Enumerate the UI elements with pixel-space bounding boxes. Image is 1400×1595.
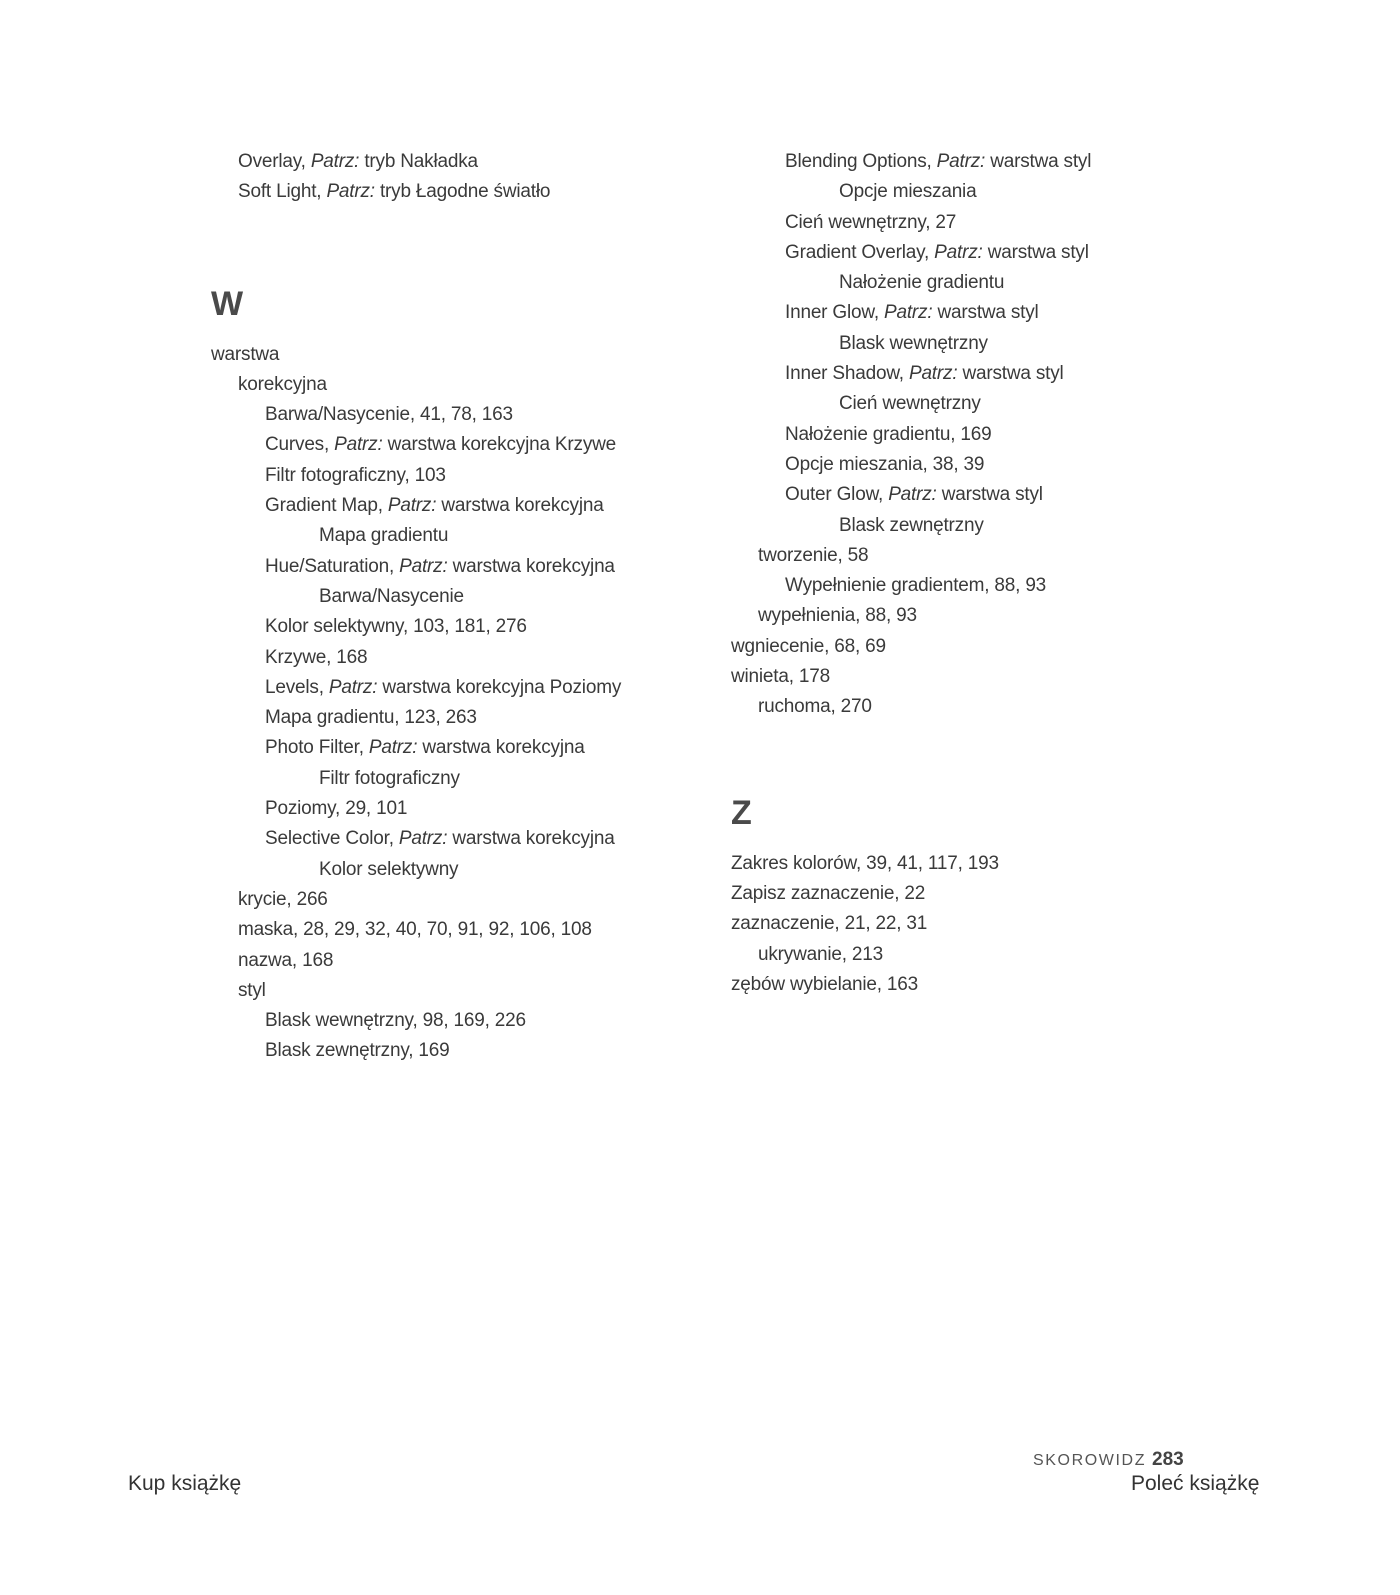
index-entry: Gradient Map, Patrz: warstwa korekcyjna xyxy=(265,495,604,517)
index-entry: Photo Filter, Patrz: warstwa korekcyjna xyxy=(265,737,585,759)
index-entry: ruchoma, 270 xyxy=(758,696,872,718)
index-entry: Filtr fotograficzny xyxy=(319,767,460,789)
index-entry: ukrywanie, 213 xyxy=(758,943,883,965)
index-entry: Mapa gradientu xyxy=(319,525,449,547)
index-entry: Blask zewnętrzny, 169 xyxy=(265,1040,450,1062)
index-entry: tworzenie, 58 xyxy=(758,544,869,566)
index-entry: Blending Options, Patrz: warstwa styl xyxy=(785,151,1092,172)
index-entry: Barwa/Nasycenie xyxy=(319,585,464,607)
index-entry: winieta, 178 xyxy=(731,666,831,688)
index-entry: Filtr fotograficzny, 103 xyxy=(265,464,446,486)
index-entry: Cień wewnętrzny, 27 xyxy=(785,211,957,233)
index-entry: Gradient Overlay, Patrz: warstwa styl xyxy=(785,241,1089,263)
index-entry: Opcje mieszania xyxy=(839,181,977,203)
index-entry: Zakres kolorów, 39, 41, 117, 193 xyxy=(731,852,999,874)
index-entry: Cień wewnętrzny xyxy=(839,393,981,415)
index-entry: wypełnienia, 88, 93 xyxy=(758,605,917,627)
running-footer-section: SKOROWIDZ xyxy=(1033,1452,1147,1469)
index-column-right xyxy=(731,147,1251,1000)
index-entry: Nałożenie gradientu xyxy=(839,272,1005,294)
page-number: 283 xyxy=(1152,1449,1184,1470)
index-entry: Blask zewnętrzny xyxy=(839,514,984,536)
index-entry: Kolor selektywny xyxy=(319,858,459,880)
index-column-left xyxy=(211,147,711,1067)
index-entry: Wypełnienie gradientem, 88, 93 xyxy=(785,575,1047,597)
index-entry: Selective Color, Patrz: warstwa korekcyjna xyxy=(265,828,615,850)
section-letter: Z xyxy=(731,793,752,832)
recommend-book-link[interactable]: Poleć książkę xyxy=(1131,1472,1260,1495)
index-entry: Levels, Patrz: warstwa korekcyjna Poziomy xyxy=(265,676,622,698)
index-entry: korekcyjna xyxy=(238,373,327,395)
index-entry: Krzywe, 168 xyxy=(265,646,368,668)
index-entry: zębów wybielanie, 163 xyxy=(731,973,918,995)
index-entry: Poziomy, 29, 101 xyxy=(265,798,408,820)
index-entry: Mapa gradientu, 123, 263 xyxy=(265,707,477,729)
index-entry: zaznaczenie, 21, 22, 31 xyxy=(731,913,928,935)
index-entry: warstwa xyxy=(211,343,280,365)
index-entry: Blask wewnętrzny xyxy=(839,332,988,354)
index-entry: nazwa, 168 xyxy=(238,949,334,971)
index-entry: Curves, Patrz: warstwa korekcyjna Krzywe xyxy=(265,434,617,456)
index-entry: Zapisz zaznaczenie, 22 xyxy=(731,882,926,904)
index-entry: Soft Light, Patrz: tryb Łagodne światło xyxy=(238,181,551,203)
index-entry: Inner Shadow, Patrz: warstwa styl xyxy=(785,363,1064,385)
index-entry: styl xyxy=(238,979,266,1001)
index-entry: Blask wewnętrzny, 98, 169, 226 xyxy=(265,1010,526,1032)
index-entry: Barwa/Nasycenie, 41, 78, 163 xyxy=(265,404,513,426)
index-entry: wgniecenie, 68, 69 xyxy=(731,635,886,657)
index-entry: Nałożenie gradientu, 169 xyxy=(785,423,992,445)
index-entry: Outer Glow, Patrz: warstwa styl xyxy=(785,484,1043,506)
index-entry: maska, 28, 29, 32, 40, 70, 91, 92, 106, 108 xyxy=(238,919,592,941)
index-entry: Inner Glow, Patrz: warstwa styl xyxy=(785,302,1039,324)
buy-book-link[interactable]: Kup książkę xyxy=(128,1472,242,1495)
index-entry: Opcje mieszania, 38, 39 xyxy=(785,453,985,475)
index-entry: Kolor selektywny, 103, 181, 276 xyxy=(265,616,527,638)
index-entry: Hue/Saturation, Patrz: warstwa korekcyjna xyxy=(265,555,615,577)
index-entry: Overlay, Patrz: tryb Nakładka xyxy=(238,151,478,172)
index-entry: krycie, 266 xyxy=(238,888,328,910)
section-letter: W xyxy=(211,284,244,323)
